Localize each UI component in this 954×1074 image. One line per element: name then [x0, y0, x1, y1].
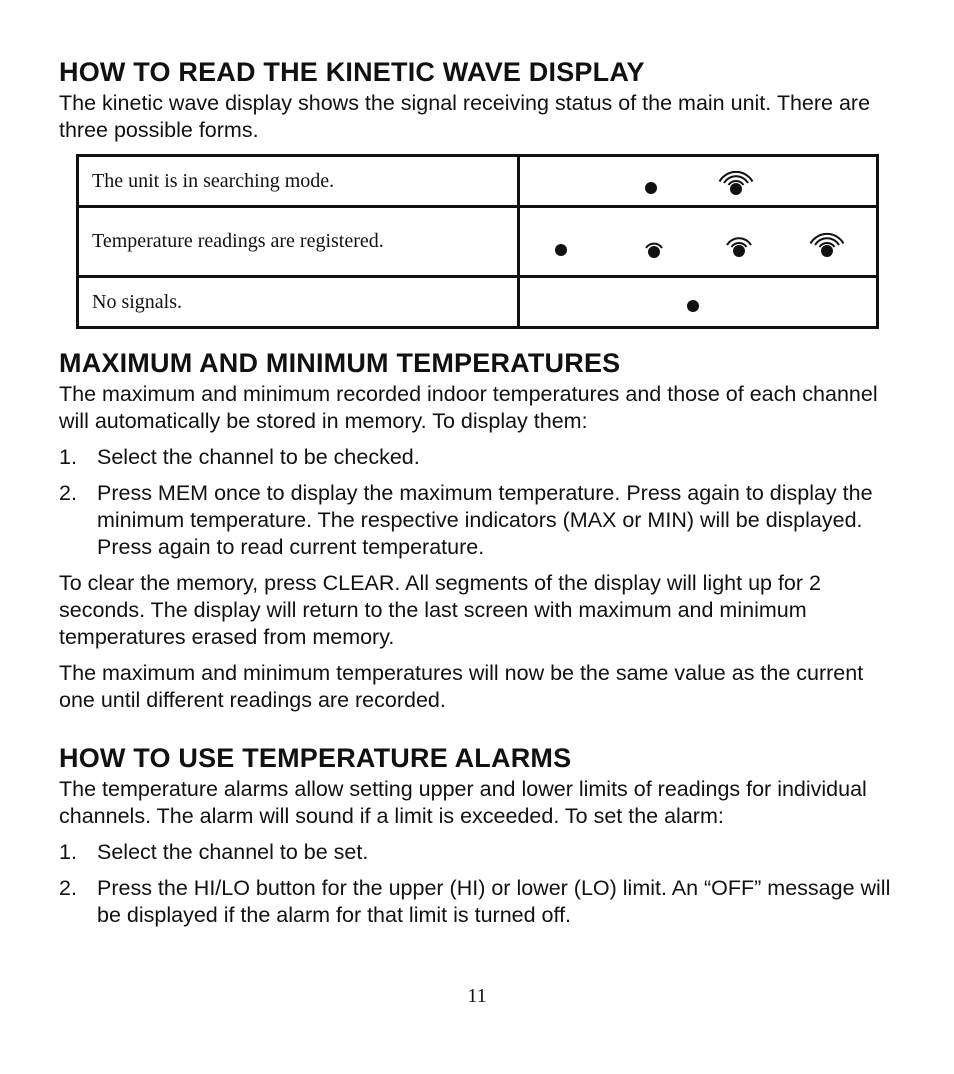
dot-icon: [554, 243, 568, 257]
section-heading-kinetic-wave: HOW TO READ THE KINETIC WAVE DISPLAY: [59, 57, 645, 87]
table-row: [78, 277, 878, 328]
kinetic-wave-intro: The kinetic wave display shows the signal receiving status of the main unit. There are three possible forms.: [59, 91, 871, 142]
list-item: [59, 875, 899, 929]
signal-1-wave-icon: [634, 230, 674, 262]
same-value-paragraph: The maximum and minimum temperatures will now be the same value as the current one until different readings are recorded.: [59, 661, 864, 712]
max-min-steps: [59, 444, 899, 561]
step-number: 2.: [59, 876, 77, 900]
signal-status-table: [76, 154, 879, 329]
section-heading-max-min: MAXIMUM AND MINIMUM TEMPERATURES: [59, 348, 621, 378]
row-icons: [519, 207, 878, 277]
step-text: Select the channel to be checked.: [97, 445, 420, 469]
alarms-intro: The temperature alarms allow setting upper and lower limits of readings for individual channels. The alarm will sound if a limit is exceeded. To set the alarm:: [59, 777, 867, 828]
step-text: Press MEM once to display the maximum temperature. Press again to display the minimum temperature. The respective indicators (MAX or MIN) will be displayed. Press again to read current temperature.: [97, 481, 873, 559]
row-description: The unit is in searching mode.: [78, 156, 519, 207]
step-text: Press the HI/LO button for the upper (HI) or lower (LO) limit. An “OFF” message will be displayed if the alarm for that limit is turned off.: [97, 876, 891, 927]
dot-icon: [686, 299, 700, 313]
row-description: Temperature readings are registered.: [78, 207, 519, 277]
alarm-steps: [59, 839, 899, 929]
row-description: No signals.: [78, 277, 519, 328]
manual-page: [59, 56, 899, 929]
step-number: 1.: [59, 840, 77, 864]
dot-icon: [644, 181, 658, 195]
page-number: 11: [467, 985, 487, 1007]
row-icons: [519, 277, 878, 328]
table-row: [78, 207, 878, 277]
list-item: [59, 444, 899, 471]
step-number: 2.: [59, 481, 77, 505]
step-text: Select the channel to be set.: [97, 840, 369, 864]
section-heading-alarms: HOW TO USE TEMPERATURE ALARMS: [59, 743, 572, 773]
signal-3-waves-icon: [807, 228, 847, 260]
row-icons: [519, 156, 878, 207]
max-min-intro: The maximum and minimum recorded indoor temperatures and those of each channel will automatically be stored in memory. To display them:: [59, 382, 878, 433]
clear-memory-paragraph: To clear the memory, press CLEAR. All segments of the display will light up for 2 seconds. The display will return to the last screen with maximum and minimum temperatures erased from memory.: [59, 571, 821, 649]
list-item: [59, 839, 899, 866]
list-item: [59, 480, 899, 561]
step-number: 1.: [59, 445, 77, 469]
signal-3-waves-icon: [716, 166, 756, 198]
table-row: [78, 156, 878, 207]
signal-2-waves-icon: [719, 228, 759, 260]
